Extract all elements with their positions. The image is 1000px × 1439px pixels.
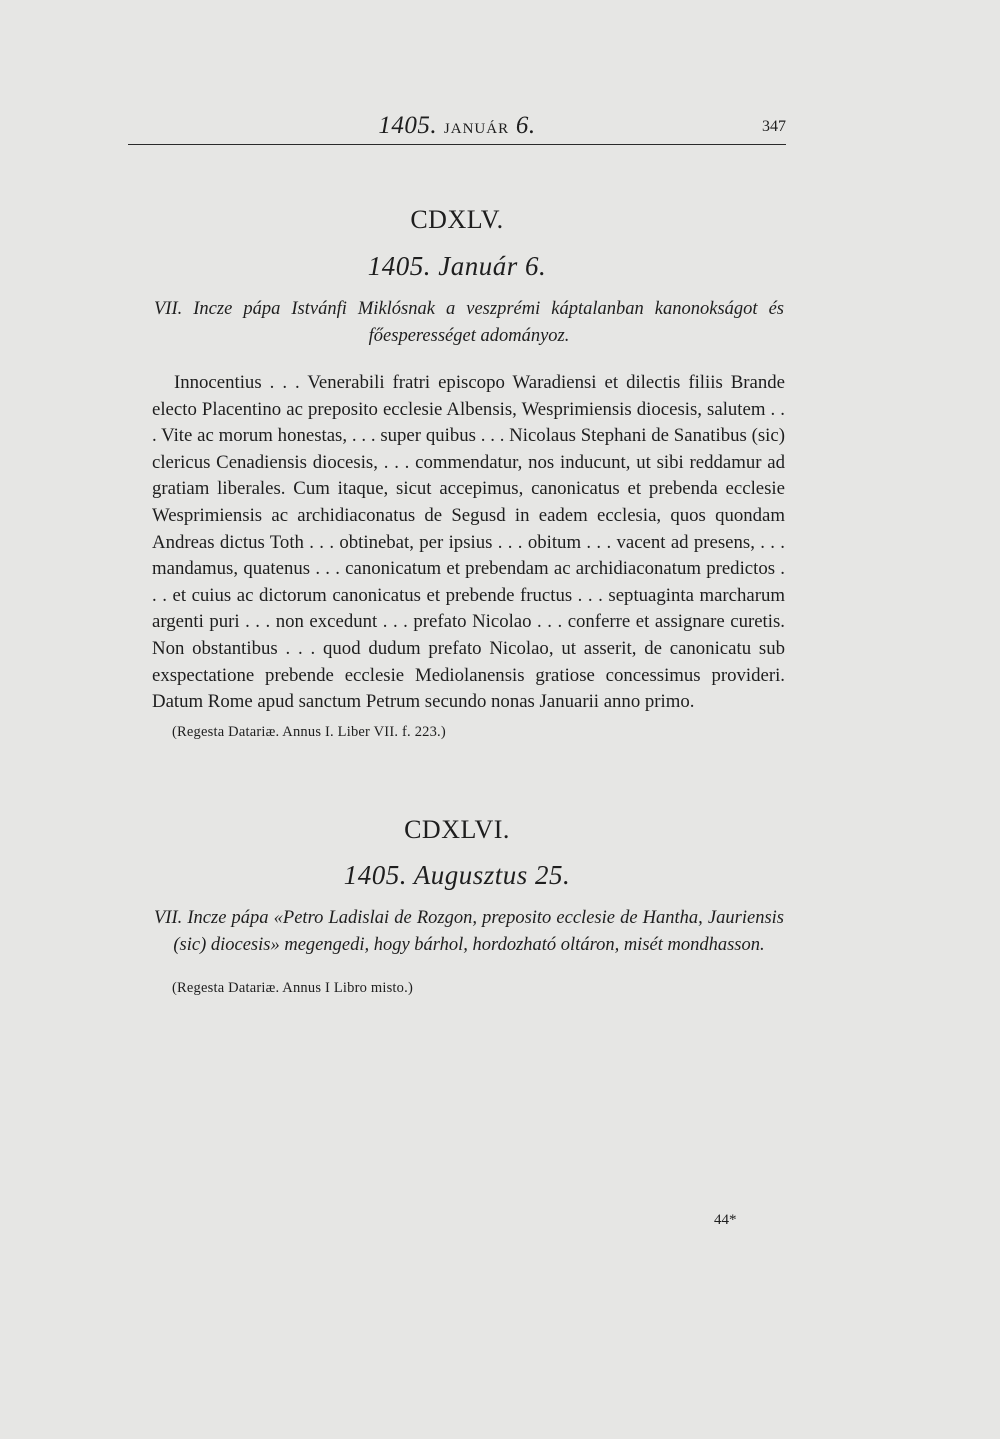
page-number: 347 [762,118,786,135]
signature-mark: 44* [714,1212,737,1228]
entry-source: (Regesta Datariæ. Annus I. Liber VII. f. 223.) [172,724,446,740]
entry-summary: VII. Incze pápa «Petro Ladislai de Rozgon, preposito ecclesie de Hantha, Jauriensis (sic) diocesis» megengedi, hogy bárhol, hordozható oltáron, misét mondhasson. [154,908,784,955]
entry-text-paragraph: Innocentius . . . Venerabili fratri episcopo Waradiensi et dilectis filiis Brande electo Placentino ac preposito ecclesie Albensis, Wesprimiensis diocesis, salutem . . . Vite ac morum honestas, . . . super quibus . . . Nicolaus Stephani de Sanatibus (sic) clericus Cenadiensis diocesis, . . . commendatur, nos inducunt, ut sibi reddamur ad gratiam liberales. Cum itaque, sicut accepimus, canonicatus et prebenda ecclesie Wesprimiensis ac archidiaconatus de Segusd in eadem ecclesia, quos quondam Andreas dictus Toth . . . obtinebat, per ipsius . . . obitum . . . vacent ad presens, . . . mandamus, quatenus . . . canonicatum et prebendam ac archidiaconatum predictos . . . et cuius ac dictorum canonicatus et prebende fructus . . . septuaginta marcharum argenti puri . . . non excedunt . . . prefato Nicolao . . . conferre et assignare curetis. Non obstantibus . . . quod dudum prefato Nicolao, ut asserit, de canonicatu sub exspectatione prebende ecclesie Mediolanensis gratiose concessimus provideri. Datum Rome apud sanctum Petrum secundo nonas Januarii anno primo. [152,372,785,713]
entry-date: 1405. Augusztus 25. [343,860,571,890]
running-title-month: JANUÁR [443,121,510,137]
entry-number: CDXLVI. [404,815,510,844]
entry-source: (Regesta Datariæ. Annus I Libro misto.) [172,980,413,996]
entry-number: CDXLV. [410,205,504,234]
entry-date: 1405. Január 6. [367,251,547,281]
running-title-year: 1405. [378,112,438,139]
entry-summary: VII. Incze pápa Istvánfi Miklósnak a veszprémi káptalanban kanonokságot és főesperességet adományoz. [154,299,784,346]
running-header [128,112,786,145]
entry-text [152,370,785,716]
running-title-day: 6. [515,112,536,139]
running-title [128,112,786,140]
